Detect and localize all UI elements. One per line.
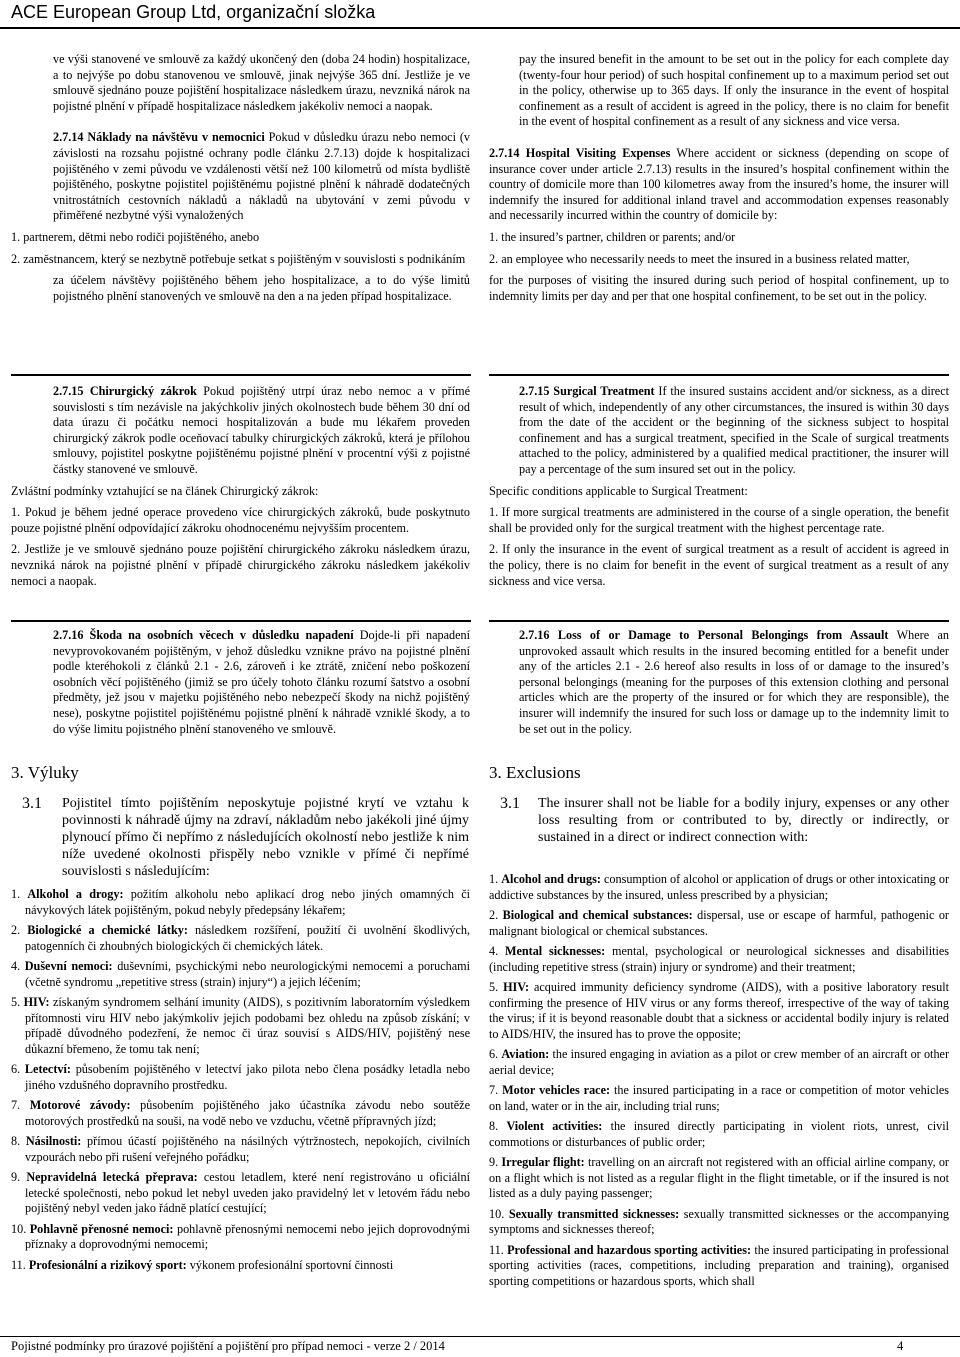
left-column-surgical: [11, 384, 470, 595]
right-3-1-number: 3.1: [500, 795, 520, 812]
left-exclusion-number: 6.: [11, 1062, 21, 1076]
right-exclusion-item: [489, 872, 949, 903]
right-exclusion-text: the insured engaging in aviation as a pilot or crew member of an aircraft or other aerial device;: [489, 1047, 950, 1077]
left-3-1-number: 3.1: [22, 795, 42, 812]
left-divider-2: [11, 620, 471, 622]
right-exclusion-text: the insured directly participating in violent riots, unrest, civil commotions or disturbances of public order;: [489, 1119, 950, 1149]
right-2714-body: Where accident or sickness (depending on scope of insurance cover under article 2.7.13) results in the insured’s hospital confinement within the country of domicile more than 100 kilometres away from the insured’s home, the insurer will indemnify the insured for additional inland travel and accommodation expenses reasonably and necessarily incurred within the country of domicile by:: [489, 145, 949, 223]
right-exclusion-number: 8.: [489, 1119, 499, 1133]
left-exclusion-number: 7.: [11, 1098, 21, 1112]
right-2715-heading: 2.7.15 Surgical Treatment: [519, 384, 655, 398]
right-column-surgical: [489, 384, 949, 595]
right-column-belongings: [489, 628, 949, 743]
right-2714-item-2: 2. an employee who necessarily needs to meet the insured in a business related matter,: [489, 251, 910, 266]
left-exclusion-heading: Profesionální a rizikový sport:: [28, 1257, 187, 1272]
left-exclusion-text: působením pojištěného jako účastníka závodu nebo soutěže motorových prostředků na souši, na vodě nebo ve vzduchu, včetně přípravných jízd;: [25, 1098, 470, 1128]
right-2716-heading: 2.7.16 Loss of or Damage to Personal Belongings from Assault: [519, 628, 889, 642]
left-exclusion-number: 2.: [11, 923, 21, 937]
left-exclusion-heading: HIV:: [23, 995, 50, 1009]
left-exclusion-text: následkem rozšíření, použití či uvolnění škodlivých, patogenních či zhoubných biologických či chemických látek.: [25, 923, 470, 953]
right-exclusion-number: 11.: [489, 1242, 504, 1257]
right-2715-condition-1: 1. If more surgical treatments are administered in the course of a single operation, the benefit shall be provided only for the surgical treatment with the highest percentage rate.: [489, 505, 949, 535]
left-exclusion-number: 5.: [11, 995, 21, 1009]
left-2715-condition-1: 1. Pokud je během jedné operace provedeno více chirurgických zákroků, bude poskytnuto pouze pojistné plnění odpovídající zákroku ohodnocenému nejvyšším procentem.: [11, 505, 470, 535]
right-exclusion-heading: Aviation:: [501, 1047, 550, 1061]
left-exclusion-item: [11, 887, 470, 918]
left-exclusion-item: [11, 1258, 470, 1274]
right-exclusion-item: [489, 908, 949, 939]
footer-text: Pojistné podmínky pro úrazové pojištění a pojištění pro případ nemoci - verze 2 / 2014: [11, 1339, 445, 1353]
left-exclusion-item: [11, 1134, 470, 1165]
right-3-1-text: The insurer shall not be liable for a bodily injury, expenses or any other loss resulting from or contributed to by, directly or indirectly, or sustained in a direct or indirect connection with:: [538, 796, 949, 845]
right-2716-body: Where an unprovoked assault which results in the insured becoming entitled for a benefit under any of the articles 2.1 - 2.6 hereof also results in loss of or damage to the insured’s personal belongings (meaning for the purposes of this extension clothing and personal articles which are the property of the insured or for which they are responsible), the insurer will indemnify the insured for such loss or damage up to the indemnity limit to be set out in the policy.: [519, 628, 949, 736]
left-exclusion-item: [11, 995, 470, 1057]
right-exclusion-heading: Motor vehicles race:: [502, 1083, 611, 1097]
left-section-3-title: 3. Výluky: [11, 763, 79, 782]
left-exclusion-text: výkonem profesionální sportovní činnosti: [186, 1257, 394, 1272]
right-exclusion-number: 4.: [489, 944, 499, 958]
right-section-2715: [489, 384, 949, 478]
right-section-2716: [489, 628, 949, 737]
right-exclusion-item: [489, 980, 949, 1042]
left-2715-heading: 2.7.15 Chirurgický zákrok: [53, 384, 197, 398]
left-exclusion-text: přímou účastí pojištěného na násilných výtržnostech, nepokojích, civilních vzpourách nebo při rušení veřejného pořádku;: [25, 1134, 470, 1164]
right-2714-item-1: 1. the insured’s partner, children or parents; and/or: [489, 229, 736, 244]
left-exclusion-item: [11, 1222, 470, 1253]
right-divider-2: [489, 620, 949, 622]
left-2716-body: Dojde-li při napadení nevyprovokovaném pojištěným, v jehož důsledku vznikne právo na pojistné plnění podle kteréhokoli z článků 2.1 - 2.6, zároveň i ke ztrátě, zničení nebo poškození osobních věcí pojištěného (jimiž se pro účely tohoto článku rozumí šatstvo a osobní předměty, jež jsou v majetku pojištěného nebo nebezpečí škody na nichž pojištěný nese), poskytne pojistitel pojištěnému pojistné plnění k náhradě vzniklé škody, a to do výše limitu pojistného plnění stanoveného ve smlouvě.: [53, 628, 470, 736]
left-exclusion-heading: Duševní nemoci:: [24, 959, 113, 973]
right-2715-conditions-heading: Specific conditions applicable to Surgical Treatment:: [489, 483, 748, 498]
right-exclusion-text: the insured participating in a race or competition of motor vehicles on land, water or in the air, including trial runs;: [489, 1083, 950, 1113]
left-section-2716: [11, 628, 470, 737]
right-2714-tail: for the purposes of visiting the insured during such period of hospital confinement, up to indemnity limits per day and per that one hospital confinement, to be set out in the policy.: [489, 273, 949, 303]
right-exclusion-text: travelling on an aircraft not registered with an official airline company, or on a flight which is not listed as a regular flight in the flight timetable, or if the insured is not listed as a duly paying passenger;: [489, 1155, 949, 1200]
right-exclusion-item: [489, 1207, 949, 1238]
right-exclusion-item: [489, 1119, 949, 1150]
right-exclusion-number: 5.: [489, 980, 499, 994]
right-divider-1: [489, 374, 949, 376]
left-2715-body: Pokud pojištěný utrpí úraz nebo nemoc a v přímé souvislosti s tím nezávisle na jakýchkoliv jiných okolnostech bude během 30 dní od data úrazu či počátku nemoci hospitalizován a bude mu lékařem proveden chirurgický zákrok podle oceňovací tabulky chirurgických zákroků, která je přílohou smlouvy, pojistitel poskytne pojištěnému pojistné plnění v procentní výši z pojistné částky stanovené ve smlouvě.: [53, 384, 471, 476]
page-number: 4: [897, 1339, 904, 1353]
right-exclusions-list: [489, 872, 949, 1294]
right-2715-condition-2: 2. If only the insurance in the event of surgical treatment as a result of accident is agreed in the policy, there is no claim for benefit in the event of surgical treatment as a result of any sickness and vice versa.: [489, 542, 949, 588]
right-exclusion-heading: HIV:: [503, 980, 530, 994]
right-exclusion-number: 6.: [489, 1047, 499, 1061]
right-exclusion-text: sexually transmitted sicknesses or the accompanying symptoms and sicknesses thereof;: [489, 1206, 950, 1236]
right-hospital-benefit-paragraph: pay the insured benefit in the amount to be set out in the policy for each complete day (twenty-four hour period) of such hospital confinement up to a maximum period set out in the policy, otherwise up to 365 days. If only the insurance in the event of hospital confinement as a result of accident is agreed in the policy, there is no claim for benefit in the event of hospital confinement as a result of any sickness and vice versa.: [519, 52, 949, 129]
right-2715-body: If the insured sustains accident and/or sickness, as a direct result of which, independently of any other circumstances, the insured is within 30 days from the date of the accident or the beginning of the sickness subject to hospital confinement and has a surgical treatment, specified in the Scale of surgical treatments attached to the policy, administered by a qualified medical practitioner, the insurer will pay a percentage of the sum insured set out in the policy.: [519, 384, 949, 476]
left-2714-item-2: 2. zaměstnancem, který se nezbytně potřebuje setkat s pojištěným v souvislosti s podnikáním: [11, 251, 466, 266]
right-exclusion-text: acquired immunity deficiency syndrome (AIDS), with a positive laboratory result confirming the presence of HIV virus or any forms thereof, irrespective of the way of taking the virus; if it is beyond reasonable doubt that a sickness or accidental bodily injury is related to AIDS/HIV, the insured has to prove the opposite;: [489, 980, 949, 1041]
right-exclusion-heading: Biological and chemical substances:: [502, 908, 693, 922]
right-exclusion-text: mental, psychological or neurological sicknesses and disabilities (including repetitive stress (strain) injury or syndrome) and their treatment;: [489, 944, 950, 974]
left-2714-body: Pokud v důsledku úrazu nebo nemoci (v závislosti na rozsahu pojistné ochrany podle článku 2.7.13) dojde k hospitalizaci pojištěného v zemi původu ve vzdálenosti větší než 100 kilometrů od místa bydliště pojištěného, poskytne pojistitel pojištěnému pojistné plnění k náhradě dodatečných vnitrostátních cestovních nákladů a nákladů na ubytování v zemi původu v přiměřené nezbytné výši vynaložených: [53, 130, 470, 223]
right-exclusion-number: 10.: [489, 1206, 505, 1221]
right-exclusion-item: [489, 1243, 949, 1290]
left-exclusion-item: [11, 1098, 470, 1129]
left-exclusion-item: [11, 1170, 470, 1217]
right-exclusion-item: [489, 944, 949, 975]
right-exclusion-heading: Irregular flight:: [501, 1155, 585, 1169]
right-exclusion-heading: Professional and hazardous sporting activities:: [507, 1242, 752, 1257]
left-column-upper: [11, 52, 470, 310]
right-exclusion-item: [489, 1155, 949, 1202]
left-exclusion-text: získaným syndromem selhání imunity (AIDS), s pozitivním laboratorním výsledkem přítomnosti viru HIV nebo jakýmkoliv jejich podobami bez ohledu na způsob získání; v případě důvodného podezření, že nemoc či úraz souvisí s AIDS/HIV, pojištěný nese důkazní břemeno, že tomu tak není;: [25, 995, 471, 1056]
right-exclusion-heading: Alcohol and drugs:: [501, 872, 601, 886]
right-exclusion-number: 9.: [489, 1155, 499, 1169]
document-header-title: ACE European Group Ltd, organizační složka: [11, 2, 376, 22]
left-2715-condition-2: 2. Jestliže je ve smlouvě sjednáno pouze pojištění chirurgického zákroku následkem úrazu, nevzniká nárok na pojistné plnění v případě chirurgického zákroku následkem jakékoliv nemoci a naopak.: [11, 542, 470, 588]
left-3-1-text: Pojistitel tímto pojištěním neposkytuje pojistné krytí ve vztahu k povinnosti k náhradě újmy na zdraví, nákladům nebo jakékoli jiné újmy plynoucí přímo či nepřímo z následujících okolností nebo jestliže k nim níže uvedené okolnosti přispěly nebo vznikle v přímé či nepřímé souvislosti s následujícím:: [62, 796, 469, 879]
left-divider-1: [11, 374, 471, 376]
left-exclusion-item: [11, 923, 470, 954]
left-exclusion-heading: Biologické a chemické látky:: [27, 923, 188, 937]
left-exclusion-heading: Motorové závody:: [29, 1098, 131, 1112]
right-exclusion-number: 1.: [489, 872, 499, 886]
left-2714-item-1: 1. partnerem, dětmi nebo rodiči pojištěného, anebo: [11, 229, 260, 244]
left-3-1-paragraph: [22, 795, 469, 880]
left-2716-heading: 2.7.16 Škoda na osobních věcech v důsledku napadení: [53, 628, 354, 642]
left-exclusion-number: 4.: [11, 959, 21, 973]
left-exclusion-number: 10.: [11, 1221, 27, 1236]
right-section-2714: [489, 146, 949, 224]
left-exclusion-text: cestou letadlem, které není registrováno u oficiální letecké společnosti, nebo pokud let nebyl uveden jako pravidelný let v letovém řádu nebo pojištěný nebyl veden jako řádně platící cestující;: [25, 1170, 470, 1215]
right-section-3-title: 3. Exclusions: [489, 763, 581, 782]
right-exclusion-text: the insured participating in professional sporting activities (races, competitions, including preparation and training), organised sporting competitions or hazardous sports, which shall: [489, 1242, 949, 1288]
left-exclusion-number: 9.: [11, 1170, 21, 1184]
left-exclusion-heading: Pohlavně přenosné nemoci:: [29, 1221, 174, 1236]
left-section-2714: [11, 130, 470, 224]
left-exclusion-number: 1.: [11, 887, 21, 901]
left-exclusion-text: působením pojištěného v letectví jako pilota nebo člena posádky letadla nebo jiného vzdušného dopravního prostředku.: [25, 1062, 470, 1092]
left-section-2715: [11, 384, 470, 478]
footer-rule: [0, 1336, 960, 1337]
left-exclusion-heading: Letectví:: [24, 1062, 71, 1076]
right-2714-heading: 2.7.14 Hospital Visiting Expenses: [489, 145, 671, 160]
left-exclusion-item: [11, 959, 470, 990]
left-exclusion-heading: Alkohol a drogy:: [27, 887, 124, 901]
left-exclusion-number: 8.: [11, 1134, 21, 1148]
header-rule: [0, 27, 960, 29]
left-exclusion-text: duševními, psychickými nebo neurologickými nemocemi a poruchami (včetně syndromu „repetitive stress (strain) injury“) a jejich léčením;: [25, 959, 471, 989]
left-exclusion-heading: Násilnosti:: [25, 1134, 82, 1148]
left-exclusion-heading: Nepravidelná letecká přeprava:: [26, 1170, 198, 1184]
left-hospital-benefit-paragraph: ve výši stanovené ve smlouvě za každý ukončený den (doba 24 hodin) hospitalizace, a to nejvýše po dobu stanovenou ve smlouvě, jinak nejvýše 365 dní. Jestliže je ve smlouvě sjednáno pouze pojištění hospitalizace následkem úrazu, nevzniká nárok na pojistné plnění v případě hospitalizace následkem jakékoliv nemoci a naopak.: [53, 52, 470, 113]
left-exclusions-list: [11, 887, 470, 1278]
left-exclusion-text: požitím alkoholu nebo aplikací drog nebo jiných omamných či návykových látek pojištěným, pokud nebyly předepsány lékařem;: [25, 887, 471, 917]
right-exclusion-heading: Violent activities:: [506, 1119, 603, 1133]
right-column-upper: [489, 52, 949, 310]
left-exclusion-text: pohlavně přenosnými nemocemi nebo jejich doprovodnými příznaky a doprovodnými nemocemi;: [25, 1221, 470, 1251]
right-exclusion-number: 2.: [489, 908, 499, 922]
right-exclusion-text: consumption of alcohol or application of drugs or other intoxicating or addictive substances by the insured, unless prescribed by a physician;: [489, 872, 949, 902]
right-exclusion-item: [489, 1083, 949, 1114]
right-exclusion-item: [489, 1047, 949, 1078]
left-2714-tail: za účelem návštěvy pojištěného během jeho hospitalizace, a to do výše limitů pojistného plnění stanovených ve smlouvě na den a na jeden případ hospitalizace.: [53, 273, 470, 303]
left-exclusion-item: [11, 1062, 470, 1093]
left-2714-heading: 2.7.14 Náklady na návštěvu v nemocnici: [53, 130, 265, 145]
right-exclusion-heading: Mental sicknesses:: [504, 944, 606, 958]
right-exclusion-heading: Sexually transmitted sicknesses:: [508, 1206, 680, 1221]
left-column-belongings: [11, 628, 470, 743]
left-2715-conditions-heading: Zvláštní podmínky vztahující se na článek Chirurgický zákrok:: [11, 483, 319, 498]
right-3-1-paragraph: [500, 795, 949, 846]
right-exclusion-text: dispersal, use or escape of harmful, pathogenic or malignant biological or chemical substances.: [489, 908, 949, 938]
right-exclusion-number: 7.: [489, 1083, 499, 1097]
left-exclusion-number: 11.: [11, 1257, 26, 1272]
